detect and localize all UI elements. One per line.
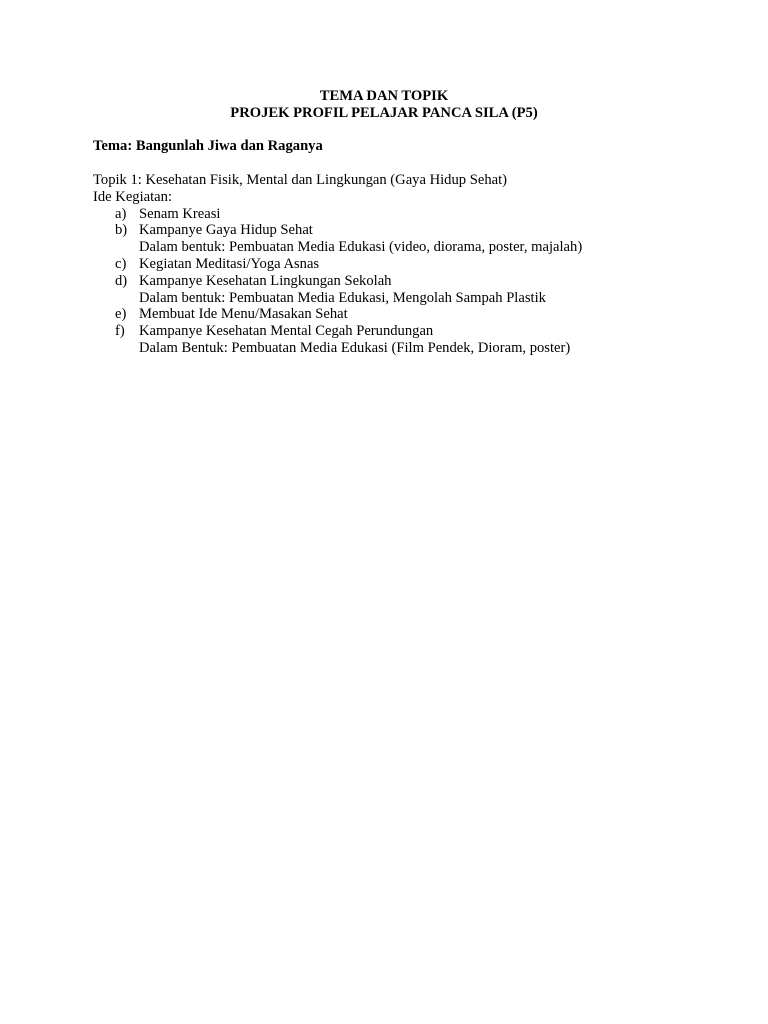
topic-line: Topik 1: Kesehatan Fisik, Mental dan Lingkungan (Gaya Hidup Sehat)	[93, 172, 508, 188]
list-item-text: Kampanye Gaya Hidup Sehat	[139, 222, 313, 239]
list-marker: c)	[115, 255, 127, 272]
list-item	[93, 306, 582, 323]
list-item-text: Kampanye Kesehatan Mental Cegah Perundungan	[139, 323, 434, 340]
list-marker: e)	[115, 306, 127, 323]
list-item	[93, 323, 582, 357]
list-item	[93, 256, 582, 273]
topic-section	[93, 172, 582, 357]
list-marker: d)	[115, 272, 128, 289]
list-item-text: Membuat Ide Menu/Masakan Sehat	[139, 306, 348, 323]
document-title	[0, 88, 768, 122]
list-item	[93, 273, 582, 307]
list-marker: a)	[115, 205, 127, 222]
ideas-heading: Ide Kegiatan:	[93, 188, 173, 205]
list-item-text: Kampanye Kesehatan Lingkungan Sekolah	[139, 272, 392, 289]
list-marker: b)	[115, 222, 128, 239]
theme-heading: Tema: Bangunlah Jiwa dan Raganya	[93, 138, 323, 154]
list-item-text: Kegiatan Meditasi/Yoga Asnas	[139, 255, 320, 272]
list-marker: f)	[115, 323, 125, 340]
title-line-1: TEMA DAN TOPIK	[319, 88, 449, 104]
list-item-note: Dalam bentuk: Pembuatan Media Edukasi (video, diorama, poster, majalah)	[139, 239, 583, 256]
title-line-2: PROJEK PROFIL PELAJAR PANCA SILA (P5)	[230, 105, 538, 121]
list-item-note: Dalam bentuk: Pembuatan Media Edukasi, Mengolah Sampah Plastik	[139, 289, 546, 306]
list-item-note: Dalam Bentuk: Pembuatan Media Edukasi (Film Pendek, Dioram, poster)	[139, 339, 571, 356]
list-item-text: Senam Kreasi	[139, 205, 221, 222]
list-item	[93, 206, 582, 223]
activity-list	[93, 206, 582, 357]
list-item	[93, 222, 582, 256]
